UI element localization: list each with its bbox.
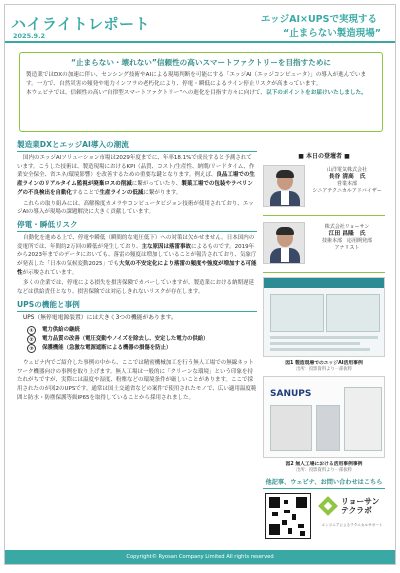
speaker-name: 江田 昌隆 氏 (328, 231, 366, 237)
logo-text (341, 497, 379, 515)
speaker-photo (263, 222, 305, 264)
speaker-photo (263, 165, 305, 207)
ups-function-item (27, 335, 257, 344)
dx-p1-f: 生産ラインの低減 (99, 189, 144, 196)
report-date: 2025.9.2 (13, 32, 46, 40)
speaker-info (309, 224, 385, 252)
risk-p1-b: 主な原因は落雷事故 (141, 243, 192, 250)
speaker-company: 山洋電気株式会社 (326, 167, 367, 173)
ups-item-number: ③ (27, 344, 36, 353)
intro-p2-text: 本ウェビナでは、信頼性の高い“自律型スマートファクトリー”への進化を目指す方々に向けて、 (26, 90, 267, 96)
speakers-heading: ■ 本日の登壇者 ■ (298, 153, 350, 160)
section-dx-paragraph-2: これらの取り組みには、高解像度カメラやコンピュータビジョン技術が使用されており、エッジAIの導入が現場の課題解決に大きく貢献しています。 (17, 200, 254, 216)
section-title-ups: UPSの機能と事例 (17, 299, 257, 312)
ups-item-text: 電力品質の改善（電圧変動やノイズを除去し、安定した電力の供給） (42, 335, 209, 342)
ups-item-number: ① (27, 326, 36, 335)
speaker-card (263, 220, 385, 273)
ryosan-teclabo-logo (319, 495, 385, 537)
speaker-dept: 技術本部 応用開発部 (321, 238, 372, 244)
ups-function-item (27, 344, 257, 353)
report-subtitle-line1: エッジAI×UPSで実現する (260, 14, 377, 25)
ups-item-text: 電力供給の継続 (42, 326, 80, 333)
logo-tagline: エンジニアによるテクニカルサポート (321, 523, 383, 527)
report-subtitle-line2: “止まらない製造現場” (283, 28, 381, 39)
figure-1-image (263, 277, 385, 357)
figure-1-caption: 図1 製造現場でのエッジAI活用事例 (285, 361, 363, 366)
risk-p1-d: 大気の不安定化により落雷の頻度や強度が増加する可能性 (17, 261, 257, 276)
figure-2-source: 出所：投影資料より一部抜粋 (296, 468, 352, 473)
section-title-risk: 停電・瞬低リスク (17, 219, 257, 232)
report-header (5, 5, 395, 43)
contact-block (263, 477, 385, 549)
report-title: ハイライトレポート (11, 15, 151, 33)
speaker-company: 株式会社リョーサン (324, 224, 370, 230)
ups-item-number: ② (27, 335, 36, 344)
dx-p1-a: 国内のエッジAIソリューション市場は2029年度までに、年率18.1%で成長すると予測されています。こうした技術は、製造現場におけるKPI（品質、コスト/生産性、納期/リードタイム、作業安全保全、省エネ/環境影響）を改善するための重要な鍵となります。例えば、 (17, 155, 255, 179)
footer-copyright: Copyright© Ryosan Company Limited All rights reserved (5, 550, 395, 564)
dx-p1-d: 製菓工場での包装やラベリングの不良検出を自動化 (17, 181, 253, 196)
intro-p1-text: 製造業ではDXの加速に伴い、センシング技術やAIによる現場判断を可能にする「エッジAI（エッジコンピュータ）」の導入が進んでいます。一方で、自然災害の頻発や電力インフラの老朽化により、停電・瞬低によるライン停止リスクが高まっています。 (26, 72, 367, 87)
speaker-info (309, 167, 385, 195)
dx-p1-c: に繋がっていたり、 (131, 181, 182, 188)
intro-box (19, 52, 383, 132)
section-dx-paragraph-1 (17, 154, 257, 198)
section-risk-paragraph-1 (17, 234, 257, 278)
figure-1-source: 出所：投影資料より一部抜粋 (296, 367, 352, 372)
intro-paragraph-2 (26, 89, 376, 98)
figure-2-brand: SANUPS (270, 389, 312, 399)
figure-2-caption: 図2 無人工場における活用事例事例 (285, 462, 363, 467)
speaker-role: シニアテクニカルアドバイザー (312, 188, 382, 194)
main-column (17, 139, 257, 404)
ups-item-text: 保護機能（急激な電源遮断による機器の損傷を防止） (42, 344, 172, 351)
ups-intro: UPS（無停電電源装置）には大きく3つの機能があります。 (23, 314, 177, 321)
speaker-name: 長谷 清高 氏 (328, 174, 366, 180)
logo-text-line1: リョーサン (341, 497, 380, 506)
section-ups-paragraph: ウェビナ内でご紹介した事例の中から、ここでは精密機械加工を行う無人工場での無線ネットワーク機器向けの事例を取り上げます。無人工場は一般的に「クリーンな環境」という印象を持たれがちですが、実際には温度や湿度、粉塵などの環境条件が厳しいことがあります。ここで採用されたのが図2のUPSです。通常は国土交通省などの案件で使用されたモノで、広い適用温度範囲と防水・防塵保護等級IP65を取得していることから採用されました。 (17, 359, 257, 401)
risk-p1-c: によるものです。2019年から2023年までのデータにおいても、落雷の頻度は増加していることが報告されており、気象庁が発表した「日本の気候変動2025」でも (17, 243, 257, 268)
qr-code-icon[interactable] (265, 493, 311, 539)
dx-p1-g: に繋がります。 (143, 189, 182, 196)
speaker-card (263, 163, 385, 216)
speakers-panel (263, 163, 385, 477)
speaker-role: アナリスト (334, 245, 360, 251)
risk-p1-a: 自動化を進める上で、停電や瞬低（瞬間的な電圧低下）への対策は欠かせません。日本国内の変電所では、年間約2万回の瞬低が発生しており、 (17, 234, 255, 250)
risk-p1-e: が示唆されています。 (22, 269, 78, 276)
logo-text-line2: テクラボ (341, 506, 372, 515)
figure-2-image (263, 376, 385, 458)
speaker-dept: 営業本部 (336, 181, 357, 187)
header-divider (5, 41, 395, 43)
intro-paragraph-1 (26, 71, 376, 89)
section-risk-paragraph-2: 多くの企業では、停電による損失を損害保険でカバーしていますが、製造業における納期遅延などは供給責任となり、損害保険では対応しきれないリスクが存在します。 (17, 280, 255, 296)
dx-p1-b: 良品工場での生産ラインのリアルタイム監視が廃棄ロスの削減 (17, 172, 255, 188)
ups-function-item (27, 326, 257, 335)
intro-title: “止まらない・壊れない”信頼性の高いスマートファクトリーを目指すために (70, 58, 332, 67)
intro-p2-highlight: 以下のポイントをお届けいたしました。 (266, 90, 367, 96)
report-page (4, 4, 396, 565)
contact-heading[interactable]: 他記事、ウェビナ、お問い合わせはこちら (263, 477, 385, 489)
dx-p1-e: することで (72, 189, 100, 196)
section-title-dx: 製造業DXとエッジAI導入の潮流 (17, 139, 257, 152)
